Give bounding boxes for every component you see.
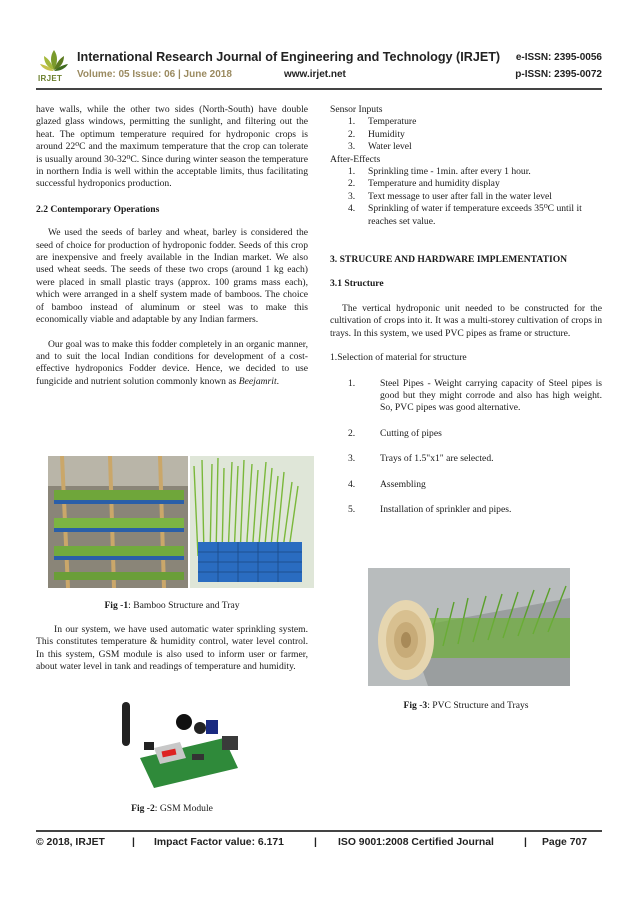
section-heading-3-1: 3.1 Structure <box>330 278 384 290</box>
list-item: 2. Temperature and humidity display <box>348 178 500 190</box>
website-link[interactable]: www.irjet.net <box>284 69 346 80</box>
selection-label: 1.Selection of material for structure <box>330 352 467 364</box>
journal-title: International Research Journal of Engineering and Technology (IRJET) <box>77 50 501 64</box>
paragraph-goal: Our goal was to make this fodder completely in an organic manner, and to suit the local Indian conditions for development of a cost-effective hydroponics Fodder device. Hence, we decided to use fungicide and nutrient solution commonly known as Beejamrit. <box>36 338 308 387</box>
volume-issue: Volume: 05 Issue: 06 | June 2018 <box>77 69 232 80</box>
header-divider <box>36 88 602 90</box>
list-item: 3. Trays of 1.5"x1" are selected. <box>348 453 494 465</box>
paragraph-seeds: We used the seeds of barley and wheat, barley is considered the seed of choice for production of hydroponic fodder. Seeds of this crop are inexpensive and freely available in the Indian market. We also used wheat seeds. The seeds of these two crops (around 1 kg each) were placed in small plastic trays (approx. 100 grams mass each), which were arranged in a shelf system made of bamboos. The choice of bamboo instead of aluminum or steel was to make this economically viable and adaptable by any Indian farmers. <box>36 227 308 326</box>
journal-header <box>36 44 602 86</box>
sensor-inputs-list <box>330 116 602 153</box>
list-item: 4. Sprinkling of water if temperature exceeds 35⁰C until it reaches set value. <box>348 203 582 227</box>
list-item: 1. Temperature <box>348 116 417 128</box>
section-heading-3: 3. STRUCURE AND HARDWARE IMPLEMENTATION <box>330 254 568 266</box>
right-column <box>330 104 602 529</box>
list-item: 1. Sprinkling time - 1min. after every 1 hour. <box>348 166 531 178</box>
pvc-trays-photo <box>368 568 570 686</box>
list-item: 2. Cutting of pipes <box>348 427 442 439</box>
gsm-module-photo <box>114 698 244 790</box>
sensor-inputs-label: Sensor Inputs <box>330 104 383 115</box>
section-heading-2-2: 2.2 Contemporary Operations <box>36 203 160 215</box>
after-effects-label: After-Effects <box>330 153 381 165</box>
list-item: 5. Installation of sprinkler and pipes. <box>348 503 512 515</box>
figure-pvc-structure <box>368 568 570 686</box>
footer-impact-factor: Impact Factor value: 6.171 <box>154 837 284 848</box>
fig2-caption: Fig -2: GSM Module <box>131 803 213 814</box>
paragraph-structure: The vertical hydroponic unit needed to be constructed for the cultivation of crops into it. It was a multi-storey cultivation of crops in trays. In this system, we used PVC pipes as frame or structure. <box>330 302 602 339</box>
footer-separator: | <box>524 837 527 848</box>
footer-separator: | <box>314 837 317 848</box>
left-column-lower <box>36 624 308 674</box>
left-column <box>36 104 308 388</box>
footer-iso: ISO 9001:2008 Certified Journal <box>338 837 494 848</box>
figure-gsm-module <box>114 698 244 790</box>
list-item: 4. Assembling <box>348 478 426 490</box>
paragraph-greenhouse: have walls, while the other two sides (North-South) have double glazed glass windows, permitting the sunlight, and filtering out the heat. The optimum temperature required for hydroponic crops is around 22⁰C and the maximum temperature that the crop can tolerate is usually around 30-32⁰C. Since during winter season the temperature in northern India is well within the acceptable limits, thus facilitating successful hydroponics production. <box>36 104 308 190</box>
list-item: 3. Text message to user after fall in the water level <box>348 190 552 202</box>
logo-text: IRJET <box>38 74 63 83</box>
list-item: 3. Water level <box>348 141 412 153</box>
after-effects-list <box>330 166 602 228</box>
fig3-caption: Fig -3: PVC Structure and Trays <box>403 700 529 711</box>
footer-divider <box>36 830 602 832</box>
paragraph-sprinkling-system: In our system, we have used automatic water sprinkling system. This constitutes temperature & humidity control, water level control. In this system, GSM module is also used to inform user or farmer, about water level in tank and readings of temperature and humidity. <box>36 624 308 673</box>
fig1-caption: Fig -1: Bamboo Structure and Tray <box>104 600 240 611</box>
e-issn: e-ISSN: 2395-0056 <box>515 52 602 63</box>
footer-page-number: Page 707 <box>542 837 588 848</box>
figure-bamboo-structure <box>48 456 314 588</box>
p-issn: p-ISSN: 2395-0072 <box>515 69 602 80</box>
list-item: 1. Steel Pipes - Weight carrying capacity of Steel pipes is good but they might corrode and also has high weight. So, PVC pipes was good alternative. <box>348 377 602 414</box>
footer-copyright: © 2018, IRJET <box>36 837 105 848</box>
footer-separator: | <box>132 837 135 848</box>
bamboo-tray-photo <box>48 456 314 588</box>
list-item: 2. Humidity <box>348 128 405 140</box>
beejamrit-term: Beejamrit <box>238 375 277 387</box>
structure-steps-list <box>330 378 602 517</box>
